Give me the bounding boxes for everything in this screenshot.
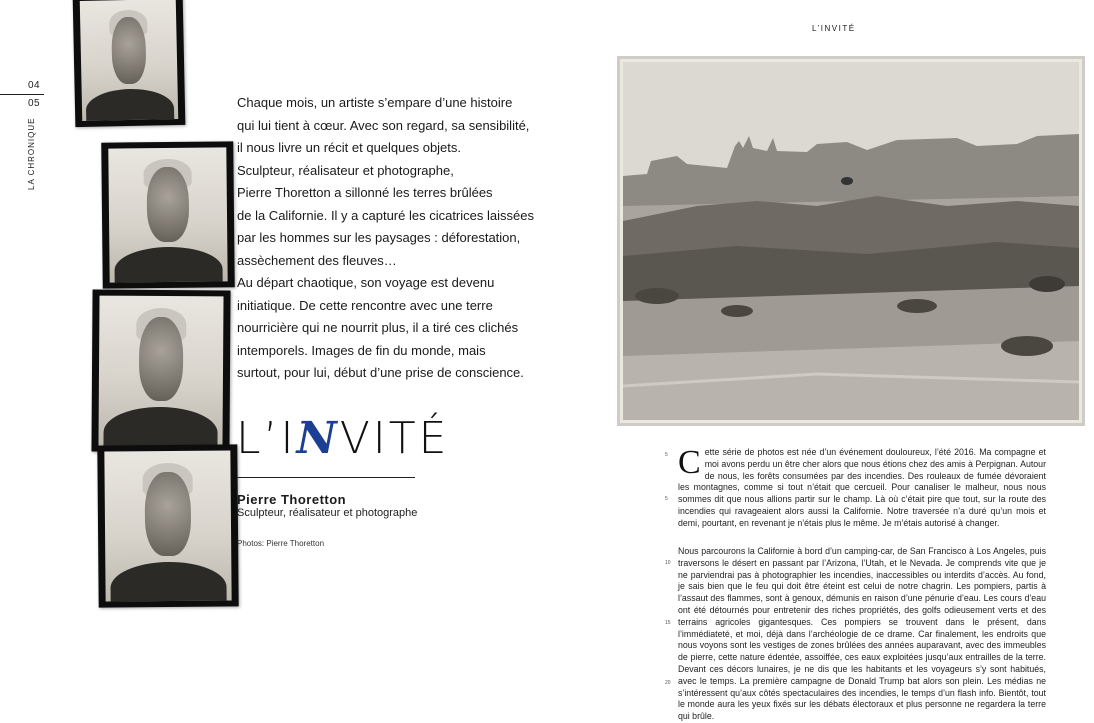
paragraph-text: Nous parcourons la Californie à bord d’un camping-car, de San Francisco à Los Angeles, puis traversons le désert en passant par l’Arizona, l’Utah, et le Nevada. Je comprends vite que je ne parviendrai pas à photographier les incendies, inaccessibles ou interdits d’accès. Au fond, je sais bien que le feu qui doit être éteint est celui de notre chagrin. Les pompiers, partis à l’assaut des flammes, sont à genoux, démunis en raison d’une pénurie d’eau. Les cours d’eau ont été détournés pour entretenir des riches propriétés, des golfs odieusement verts et des terrains agricoles gigantesques. Ces pompiers se trouvent dans le présent, dans l’immédiateté, et moi, déjà dans l’archéologie de ce drame. Car finalement, les endroits que nous voyons sont les vestiges de zones brûlées des années auparavant, avec des immeubles de pierre, cette nature édentée, assoiffée, ces eaux exploitées jusqu’aux entrailles de la terre. Devant ces décors lunaires, je ne dis que les habitants et les voyageurs s’y sont habitués, avec le temps. La première campagne de Donald Trump bat alors son plein. Les médias ne s’intéressent qu’aux côtés spectaculaires des incendies, le temps d’un flash info. Bientôt, tout le monde aura les yeux fixés sur les débats électoraux et plus personne ne regardera la terre qui brûle.	[678, 546, 1046, 722]
page-number-right: 05	[28, 98, 41, 109]
page-number-left: 04	[28, 80, 41, 91]
running-head: L’INVITÉ	[812, 24, 856, 33]
photo-booth-strip	[62, 0, 222, 600]
page-number-divider	[0, 94, 44, 95]
line-number: 15	[665, 620, 671, 626]
intro-paragraph	[237, 92, 537, 385]
intro-line: Pierre Thoretton a sillonné les terres brûlées	[237, 185, 493, 200]
intro-line: par les hommes sur les paysages : déforestation,	[237, 230, 521, 245]
line-number: 20	[665, 680, 671, 686]
intro-line: surtout, pour lui, début d’une prise de conscience.	[237, 365, 524, 380]
intro-line: Au départ chaotique, son voyage est devenu	[237, 275, 495, 290]
photo-credit: Photos: Pierre Thoretton	[237, 539, 325, 548]
intro-line: assèchement des fleuves…	[237, 252, 397, 268]
intro-line: de la Californie. Il y a capturé les cicatrices laissées	[237, 207, 534, 223]
logo-part: VITÉ	[339, 413, 450, 464]
drop-cap: C	[678, 444, 701, 481]
author-role: Sculpteur, réalisateur et photographe	[237, 507, 418, 519]
line-number: 5	[665, 496, 668, 502]
article-paragraph-2	[678, 546, 1046, 723]
invite-logo	[236, 415, 449, 463]
section-label-text: LA CHRONIQUE	[27, 117, 36, 190]
portrait-frame-2	[101, 141, 235, 288]
section-label	[27, 117, 39, 190]
author-name: Pierre Thoretton	[237, 492, 347, 507]
desert-landscape-photo	[617, 56, 1085, 426]
logo-accent-letter: N	[296, 413, 340, 464]
article-paragraph-1	[678, 444, 1046, 530]
portrait-frame-4	[97, 444, 238, 607]
portrait-frame-1	[73, 0, 186, 127]
line-number: 10	[665, 560, 671, 566]
intro-line: nourricière qui ne nourrit plus, il a tiré ces clichés	[237, 320, 519, 335]
paragraph-text: ette série de photos est née d’un événement douloureux, l’été 2016. Ma compagne et moi avons perdu un être cher alors que nous étions chez des amis à Perpignan. Autour de nous, les forêts consumées par des incendies. Des rouleaux de fumée dévoraient les montagnes, comme si tout n’était que cercueil. Pour canaliser le malheur, nous nous sommes dit que nous allions partir sur le champ. Là où c’était pire que tout, sur la route des incendies qui ravageaient alors aussi la Californie. Notre traversée n’a duré qu’un mois et demi, pourtant, en revenant je n’étais plus le même. Je m’étais autorisé à changer.	[678, 447, 1046, 528]
intro-line: qui lui tient à cœur. Avec son regard, sa sensibilité,	[237, 117, 530, 133]
intro-line: Sculpteur, réalisateur et photographe,	[237, 162, 454, 178]
intro-line: il nous livre un récit et quelques objets.	[237, 140, 462, 155]
portrait-frame-3	[91, 290, 230, 453]
logo-underline	[237, 477, 415, 478]
line-number: 5	[665, 452, 668, 458]
logo-part: L’I	[236, 413, 297, 464]
intro-line: intemporels. Images de fin du monde, mais	[237, 342, 486, 358]
intro-line: Chaque mois, un artiste s’empare d’une histoire	[237, 95, 513, 110]
intro-line: initiatique. De cette rencontre avec une terre	[237, 297, 493, 313]
